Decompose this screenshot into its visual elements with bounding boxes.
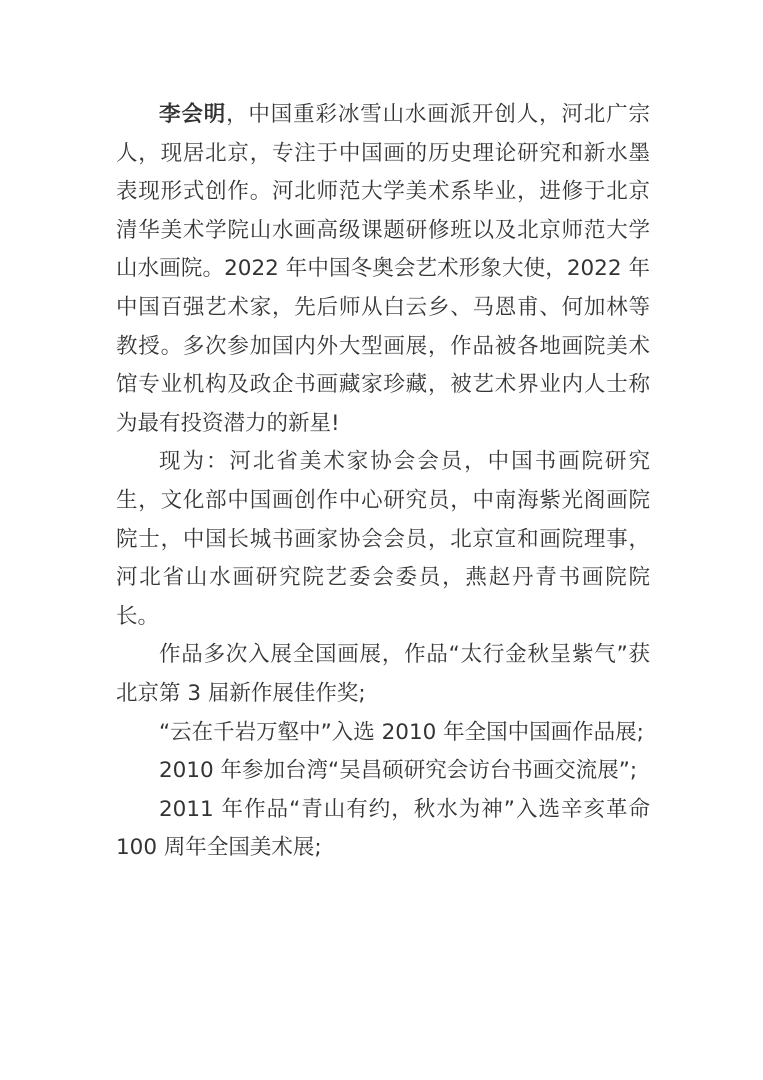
paragraph-positions: 现为：河北省美术家协会会员，中国书画院研究生，文化部中国画创作中心研究员，中南海紫光阁画院院士，中国长城书画家协会会员，北京宣和画院理事，河北省山水画研究院艺委会委员，燕赵丹青书画院院长。 <box>116 449 650 629</box>
bio-text: ，中国重彩冰雪山水画派开创人，河北广宗人，现居北京，专注于中国画的历史理论研究和新水墨表现形式创作。河北师范大学美术系毕业，进修于北京清华美术学院山水画高级课题研修班以及北京师范大学山水画院。2022 年中国冬奥会艺术形象大使，2022 年中国百强艺术家，先后师从白云乡、马恩甫、何加林等教授。多次参加国内外大型画展，作品被各地画院美术馆专业机构及政企书画藏家珍藏，被艺术界业内人士称为最有投资潜力的新星! <box>116 102 650 436</box>
paragraph-exhibition-2010-national: “云在千岩万壑中”入选 2010 年全国中国画作品展; <box>159 719 644 745</box>
paragraph-exhibition-2011: 2011 年作品“青山有约，秋水为神”入选辛亥革命 100 周年全国美术展; <box>116 796 650 861</box>
paragraph-award: 作品多次入展全国画展，作品“太行金秋呈紫气”获北京第 3 届新作展佳作奖; <box>116 642 650 706</box>
paragraph-exhibition-taiwan: 2010 年参加台湾“吴昌硕研究会访台书画交流展”; <box>159 758 638 784</box>
document-body <box>116 96 650 868</box>
paragraph-bio <box>116 96 650 443</box>
artist-name: 李会明 <box>159 102 227 127</box>
